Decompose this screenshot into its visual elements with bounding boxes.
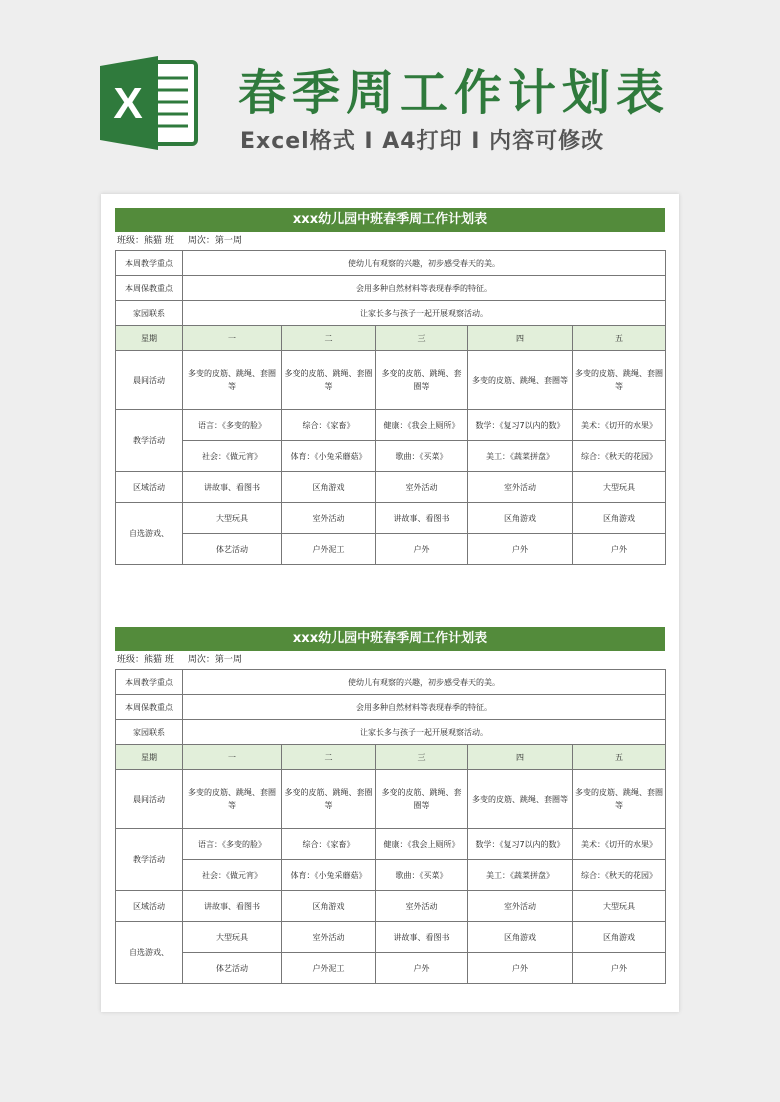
table-cell: 数学：《复习7以内的数》 xyxy=(468,410,573,441)
table-cell: 本周教学重点 xyxy=(116,251,183,276)
table-cell: 多变的皮筋、跳绳、套圈等 xyxy=(376,770,468,829)
table-cell: 区角游戏 xyxy=(573,922,666,953)
table-cell: 让家长多与孩子一起开展观察活动。 xyxy=(183,720,666,745)
table-row xyxy=(116,251,666,276)
table-cell: 户外泥工 xyxy=(282,953,376,984)
table-cell: 体艺活动 xyxy=(183,953,282,984)
table-cell: 社会：《做元宵》 xyxy=(183,441,282,472)
plan-sheet xyxy=(115,627,665,984)
table-cell: 三 xyxy=(376,326,468,351)
table-cell: 社会：《做元宵》 xyxy=(183,860,282,891)
table-cell: 综合：《家畜》 xyxy=(282,829,376,860)
table-cell: 多变的皮筋、跳绳、套圈等 xyxy=(468,770,573,829)
table-row xyxy=(116,953,666,984)
table-row xyxy=(116,534,666,565)
table-cell: 户外 xyxy=(376,534,468,565)
sheet-title: xxx幼儿园中班春季周工作计划表 xyxy=(115,627,665,651)
table-row xyxy=(116,351,666,410)
table-row xyxy=(116,745,666,770)
page-subtitle: Excel格式 I A4打印 I 内容可修改 xyxy=(240,129,605,154)
table-cell: 大型玩具 xyxy=(183,503,282,534)
table-cell: 一 xyxy=(183,326,282,351)
table-cell: 健康：《我会上厕所》 xyxy=(376,410,468,441)
table-row xyxy=(116,503,666,534)
plan-table xyxy=(115,250,666,565)
table-cell: 美工：《蔬菜拼盘》 xyxy=(468,860,573,891)
table-cell: 体育：《小兔采蘑菇》 xyxy=(282,441,376,472)
page-title: 春季周工作计划表 xyxy=(238,65,671,121)
table-row xyxy=(116,326,666,351)
table-cell: 多变的皮筋、跳绳、套圈等 xyxy=(376,351,468,410)
table-cell: 家园联系 xyxy=(116,301,183,326)
table-cell: 教学活动 xyxy=(116,410,183,472)
class-label: 班级：熊猫 班 xyxy=(117,236,174,246)
table-cell: 多变的皮筋、跳绳、套圈等 xyxy=(468,351,573,410)
table-cell: 大型玩具 xyxy=(183,922,282,953)
table-cell: 多变的皮筋、跳绳、套圈等 xyxy=(573,351,666,410)
table-cell: 室外活动 xyxy=(376,891,468,922)
table-cell: 自选游戏、 xyxy=(116,503,183,565)
table-row xyxy=(116,472,666,503)
table-cell: 室外活动 xyxy=(282,503,376,534)
table-cell: 三 xyxy=(376,745,468,770)
table-cell: 晨间活动 xyxy=(116,351,183,410)
table-cell: 讲故事、看图书 xyxy=(183,891,282,922)
table-cell: 室外活动 xyxy=(376,472,468,503)
table-cell: 讲故事、看图书 xyxy=(376,922,468,953)
table-cell: 健康：《我会上厕所》 xyxy=(376,829,468,860)
table-cell: 会用多种自然材料等表现春季的特征。 xyxy=(183,276,666,301)
excel-logo-icon xyxy=(100,56,200,150)
plan-sheet xyxy=(115,208,665,565)
table-row xyxy=(116,770,666,829)
plan-table xyxy=(115,669,666,984)
table-cell: 教学活动 xyxy=(116,829,183,891)
table-cell: 本周保教重点 xyxy=(116,276,183,301)
table-cell: 美工：《蔬菜拼盘》 xyxy=(468,441,573,472)
table-cell: 多变的皮筋、跳绳、套圈等 xyxy=(282,770,376,829)
table-row xyxy=(116,695,666,720)
table-cell: 四 xyxy=(468,745,573,770)
table-cell: 歌曲：《买菜》 xyxy=(376,860,468,891)
table-cell: 综合：《秋天的花园》 xyxy=(573,441,666,472)
table-cell: 室外活动 xyxy=(282,922,376,953)
table-cell: 综合：《家畜》 xyxy=(282,410,376,441)
table-cell: 使幼儿有观察的兴趣，初步感受春天的美。 xyxy=(183,251,666,276)
table-cell: 室外活动 xyxy=(468,472,573,503)
table-cell: 区角游戏 xyxy=(573,503,666,534)
table-cell: 五 xyxy=(573,326,666,351)
table-row xyxy=(116,276,666,301)
table-cell: 户外 xyxy=(573,534,666,565)
logo-letter: X xyxy=(113,79,143,128)
table-cell: 语言：《多变的脸》 xyxy=(183,829,282,860)
table-cell: 星期 xyxy=(116,326,183,351)
table-cell: 综合：《秋天的花园》 xyxy=(573,860,666,891)
table-cell: 数学：《复习7以内的数》 xyxy=(468,829,573,860)
table-row xyxy=(116,670,666,695)
table-cell: 二 xyxy=(282,326,376,351)
table-cell: 本周教学重点 xyxy=(116,670,183,695)
document-paper xyxy=(101,194,679,1012)
table-cell: 户外 xyxy=(573,953,666,984)
sheet-meta xyxy=(115,651,665,669)
table-cell: 区域活动 xyxy=(116,472,183,503)
table-cell: 体艺活动 xyxy=(183,534,282,565)
table-cell: 一 xyxy=(183,745,282,770)
table-cell: 自选游戏、 xyxy=(116,922,183,984)
table-cell: 美术：《切开的水果》 xyxy=(573,829,666,860)
table-cell: 家园联系 xyxy=(116,720,183,745)
table-cell: 区角游戏 xyxy=(468,503,573,534)
week-label: 周次：第一周 xyxy=(187,655,242,665)
table-row xyxy=(116,829,666,860)
week-label: 周次：第一周 xyxy=(187,236,242,246)
table-cell: 大型玩具 xyxy=(573,472,666,503)
table-row xyxy=(116,301,666,326)
table-cell: 歌曲：《买菜》 xyxy=(376,441,468,472)
table-cell: 多变的皮筋、跳绳、套圈等 xyxy=(183,351,282,410)
table-cell: 晨间活动 xyxy=(116,770,183,829)
table-row xyxy=(116,410,666,441)
sheet-meta xyxy=(115,232,665,250)
header xyxy=(0,0,780,190)
table-row xyxy=(116,860,666,891)
table-cell: 讲故事、看图书 xyxy=(183,472,282,503)
table-cell: 户外泥工 xyxy=(282,534,376,565)
table-cell: 区角游戏 xyxy=(282,891,376,922)
table-cell: 五 xyxy=(573,745,666,770)
table-cell: 多变的皮筋、跳绳、套圈等 xyxy=(573,770,666,829)
table-cell: 区角游戏 xyxy=(282,472,376,503)
table-cell: 让家长多与孩子一起开展观察活动。 xyxy=(183,301,666,326)
table-cell: 语言：《多变的脸》 xyxy=(183,410,282,441)
table-row xyxy=(116,922,666,953)
table-cell: 星期 xyxy=(116,745,183,770)
table-cell: 美术：《切开的水果》 xyxy=(573,410,666,441)
table-cell: 室外活动 xyxy=(468,891,573,922)
table-cell: 区域活动 xyxy=(116,891,183,922)
table-cell: 会用多种自然材料等表现春季的特征。 xyxy=(183,695,666,720)
class-label: 班级：熊猫 班 xyxy=(117,655,174,665)
table-cell: 本周保教重点 xyxy=(116,695,183,720)
table-cell: 区角游戏 xyxy=(468,922,573,953)
table-cell: 二 xyxy=(282,745,376,770)
table-row xyxy=(116,891,666,922)
table-cell: 多变的皮筋、跳绳、套圈等 xyxy=(282,351,376,410)
sheet-title: xxx幼儿园中班春季周工作计划表 xyxy=(115,208,665,232)
table-row xyxy=(116,720,666,745)
table-cell: 户外 xyxy=(468,534,573,565)
table-cell: 户外 xyxy=(376,953,468,984)
table-cell: 多变的皮筋、跳绳、套圈等 xyxy=(183,770,282,829)
table-cell: 大型玩具 xyxy=(573,891,666,922)
table-cell: 户外 xyxy=(468,953,573,984)
table-cell: 体育：《小兔采蘑菇》 xyxy=(282,860,376,891)
table-cell: 四 xyxy=(468,326,573,351)
table-cell: 使幼儿有观察的兴趣，初步感受春天的美。 xyxy=(183,670,666,695)
table-cell: 讲故事、看图书 xyxy=(376,503,468,534)
table-row xyxy=(116,441,666,472)
